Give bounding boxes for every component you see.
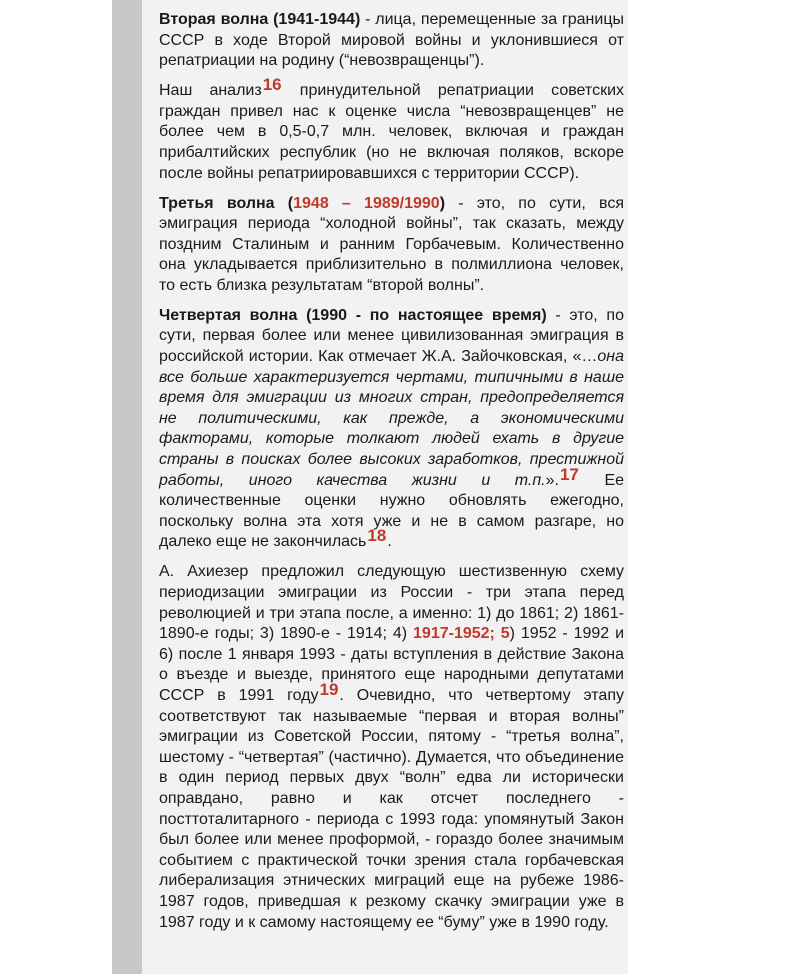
paragraph-text: . Очевидно, что четвертому этапу соответствуют так называемые “первая и вторая волны” эмиграции из Советской России, пятому - “третья волна”, шестому - “четвертая” (частично). Думается, что объединение в один период первых двух “волн” едва ли исторически оправдано, равно и как отсчет последнего - посттоталитарного - периода с 1993 года: упомянутый Закон был более или менее проформой, - гораздо более значимым событием с практической точки зрения стала горбачевская либерализация этнических миграций еще на рубеже 1986-1987 годов, приведшая к резкому скачку эмиграции уже в 1987 году и к самому настоящему ее “буму” уже в 1990 году.: [159, 686, 624, 931]
paragraph-text: ».: [545, 471, 559, 489]
heading-second-wave: Вторая волна (1941-1944): [159, 11, 361, 28]
heading-part: ): [439, 194, 446, 212]
right-margin: [628, 0, 800, 974]
paragraph-text: ) 1952 - 1992 и 6) после 1 января 1993 - даты вступления в действие Закона о въезде и выезде, принятого еще народными депутатами СССР в 1991 году: [159, 625, 625, 704]
heading-part: Третья волна (: [159, 194, 294, 212]
heading-third-wave: [159, 195, 445, 212]
document-text: [159, 10, 624, 942]
paragraph-text: Наш анализ: [159, 82, 262, 100]
paragraph-text: .: [387, 533, 392, 551]
paragraph-text: А. Ахиезер предложил следующую шестизвенную схему периодизации эмиграции из России - три этапа перед революцией и три этапа после, а именно: 1) до 1861; 2) 1861-1890-е годы; 3) 1890-е - 1914; 4): [159, 563, 624, 643]
footnote-ref-19[interactable]: 19: [319, 679, 339, 699]
heading-dates-highlight: 1948 – 1989/1990: [293, 194, 440, 212]
footnote-ref-18[interactable]: 18: [367, 526, 387, 546]
paragraph-text: - это, по сути, вся эмиграция периода “холодной войны”, так сказать, между поздним Сталиным и ранним Горбачевым. Количественно она укладывается приблизительно в полмиллиона человек, то есть близка результатам “второй волны”.: [159, 194, 624, 294]
quotation: она все больше характеризуется чертами, типичными в наше время для эмиграции из многих стран, предопределяется не политическими, как прежде, а экономическими факторами, которые толкают людей ехать в другие страны в поисках более высоких заработков, престижной работы, иного качества жизни и т.п.: [159, 348, 624, 489]
paragraph-akhiezer-periodization: [159, 562, 624, 933]
paragraph-fourth-wave: [159, 306, 624, 553]
page-gutter: [112, 0, 142, 974]
paragraph-text: Ее количественные оценки нужно обновлять ежегодно, поскольку волна эта хотя уже и не в самом разгаре, но далеко еще не закончилась: [159, 471, 625, 551]
footnote-ref-16[interactable]: 16: [262, 75, 282, 95]
paragraph-text: принудительной репатриации советских граждан привел нас к оценке числа “невозвращенцев” не более чем в 0,5-0,7 млн. человек, включая и граждан прибалтийских республик (но не включая поляков, вскоре после войны репатриировавшихся с территории СССР).: [159, 82, 625, 182]
paragraph-repatriation-analysis: [159, 75, 625, 184]
paragraph-second-wave: [159, 10, 624, 72]
periods-highlight: 1917-1952; 5: [413, 625, 510, 643]
paragraph-third-wave: [159, 194, 624, 297]
footnote-ref-17[interactable]: 17: [559, 464, 579, 484]
paragraph-text: - это, по сути, первая более или менее цивилизованная эмиграция в российской истории. Как отмечает Ж.А. Зайочковская, «…: [159, 306, 624, 366]
heading-fourth-wave: Четвертая волна (1990 - по настоящее время): [159, 306, 547, 324]
paragraph-text: - лица, перемещенные за границы СССР в ходе Второй мировой войны и уклонившиеся от репатриации на родину (“невозвращенцы”).: [159, 11, 624, 70]
